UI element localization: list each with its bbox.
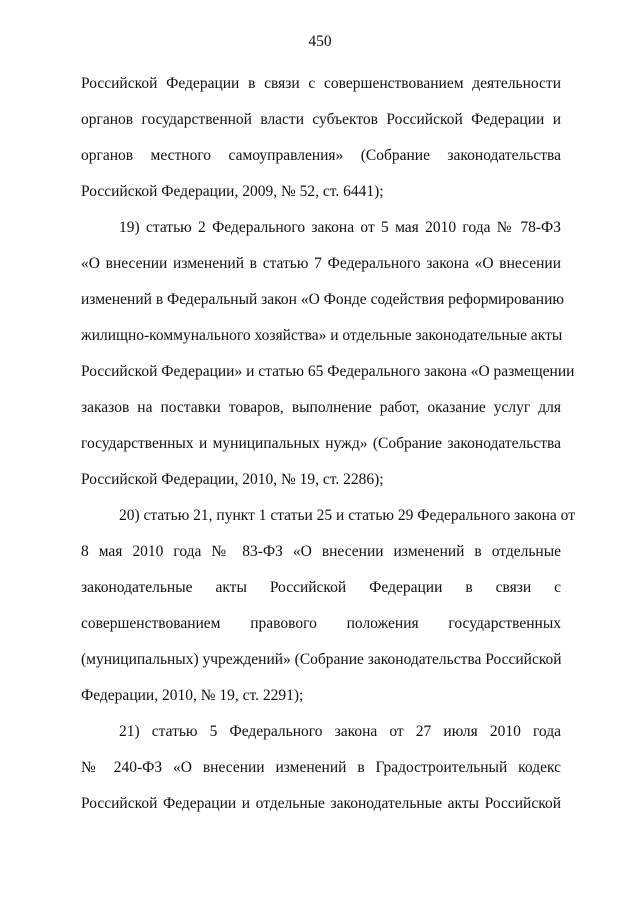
paragraph-first-line: 19) статью 2 Федерального закона от 5 мая 2010 года № 78-ФЗ bbox=[119, 219, 561, 236]
text-line: государственных и муниципальных нужд» (Собрание законодательства bbox=[81, 435, 561, 452]
text-line: Российской Федерации, 2010, № 19, ст. 2286); bbox=[81, 471, 384, 488]
text-line: Российской Федерации» и статью 65 Федерального закона «О размещении bbox=[81, 363, 575, 380]
text-line: заказов на поставки товаров, выполнение работ, оказание услуг для bbox=[81, 399, 561, 416]
text-line: (муниципальных) учреждений» (Собрание законодательства Российской bbox=[81, 651, 562, 668]
text-line: законодательные акты Российской Федерации в связи с bbox=[81, 579, 561, 596]
text-line: Российской Федерации и отдельные законодательные акты Российской bbox=[81, 795, 561, 812]
page-number: 450 bbox=[308, 33, 332, 50]
text-line: «О внесении изменений в статью 7 Федерального закона «О внесении bbox=[81, 255, 561, 272]
text-line: Российской Федерации, 2009, № 52, ст. 6441); bbox=[81, 183, 384, 200]
text-line: Российской Федерации в связи с совершенствованием деятельности bbox=[81, 75, 561, 92]
paragraph-first-line: 20) статью 21, пункт 1 статьи 25 и статью 29 Федерального закона от bbox=[119, 507, 575, 524]
paragraph-first-line: 21) статью 5 Федерального закона от 27 июля 2010 года bbox=[119, 723, 561, 740]
text-line: органов местного самоуправления» (Собрание законодательства bbox=[81, 147, 561, 164]
text-line: 8 мая 2010 года № 83-ФЗ «О внесении изменений в отдельные bbox=[81, 543, 561, 560]
text-line: совершенствованием правового положения государственных bbox=[81, 615, 561, 632]
text-line: жилищно-коммунального хозяйства» и отдельные законодательные акты bbox=[81, 327, 563, 344]
text-line: изменений в Федеральный закон «О Фонде содействия реформированию bbox=[81, 291, 564, 308]
text-line: Федерации, 2010, № 19, ст. 2291); bbox=[81, 687, 304, 704]
text-line: органов государственной власти субъектов Российской Федерации и bbox=[81, 111, 561, 128]
text-line: № 240-ФЗ «О внесении изменений в Градостроительный кодекс bbox=[81, 759, 561, 776]
